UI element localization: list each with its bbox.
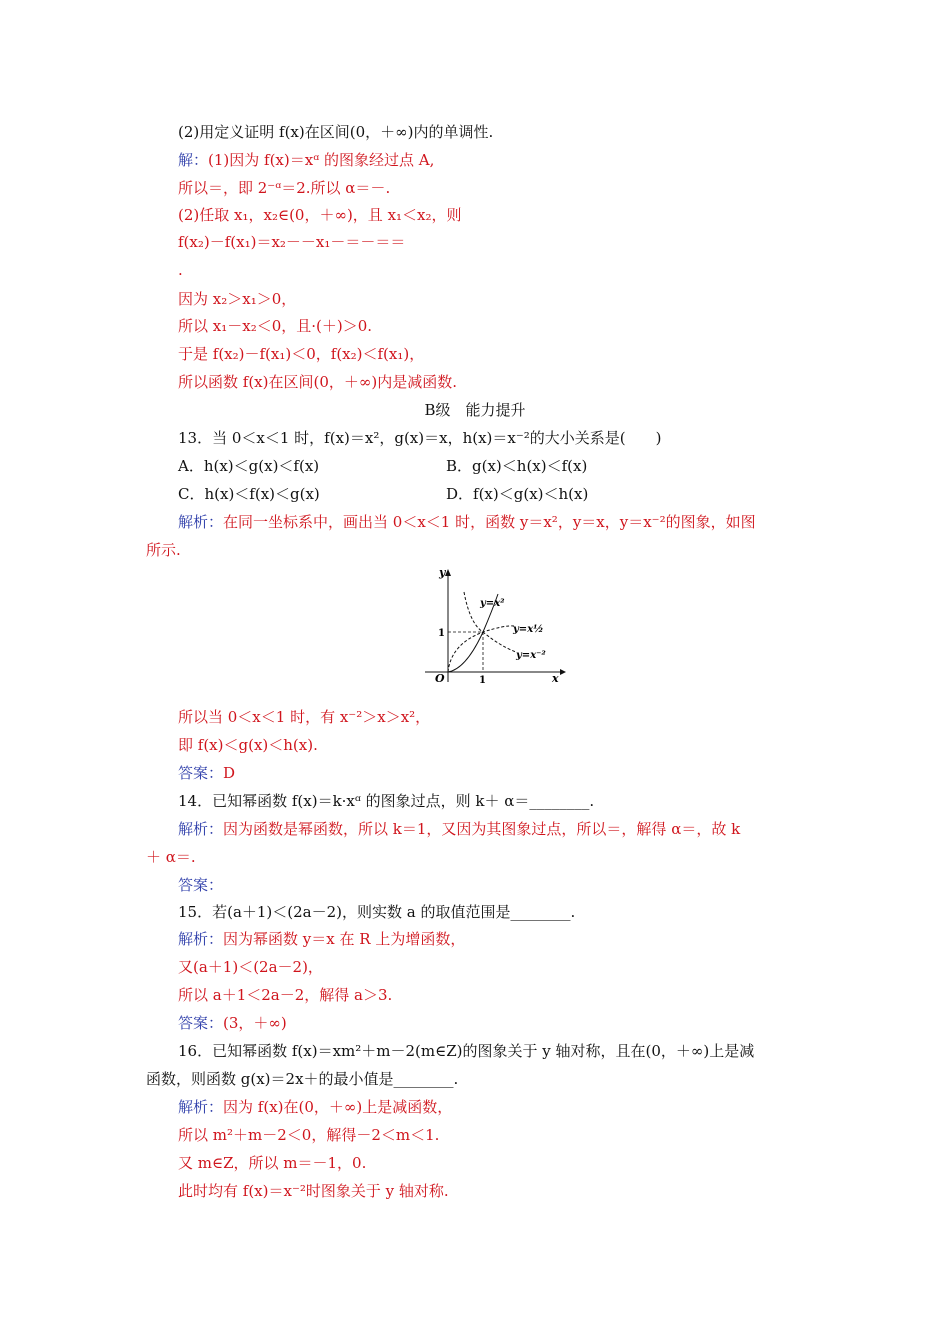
analysis-13-line1: 解析：在同一坐标系中，画出当 0＜x＜1 时，函数 y＝x²，y＝x，y＝x⁻²的图象，如图 (178, 513, 756, 531)
analysis-label: 解析： (178, 1098, 224, 1116)
analysis-14-line2: ＋ α＝. (146, 848, 196, 866)
solution-12-line2: 所以＝，即 2⁻ᵅ＝2.所以 α＝－. (178, 179, 391, 197)
x-axis-arrow (560, 669, 566, 675)
analysis-14-line1: 解析：因为函数是幂函数，所以 k＝1，又因为其图象过点，所以＝，解得 α＝，故 k (178, 820, 741, 838)
analysis-15-line3: 所以 a＋1＜2a－2，解得 a＞3. (178, 986, 393, 1004)
answer-13: 答案：D (178, 764, 236, 782)
y-tick-1: 1 (438, 628, 445, 639)
question-12-part2: (2)用定义证明 f(x)在区间(0，＋∞)内的单调性. (178, 123, 494, 141)
solution-12-line9: 所以函数 f(x)在区间(0，＋∞)内是减函数. (178, 373, 457, 391)
analysis-16-line1: 解析：因为 f(x)在(0，＋∞)上是减函数， (178, 1098, 453, 1116)
question-13: 13．当 0＜x＜1 时，f(x)＝x²，g(x)＝x，h(x)＝x⁻²的大小关系是( ) (178, 429, 662, 447)
solution-12-line3: (2)任取 x₁，x₂∈(0，＋∞)，且 x₁＜x₂，则 (178, 206, 462, 224)
analysis-13-line2: 所示. (146, 541, 181, 559)
solution-12-line6: 因为 x₂＞x₁＞0， (178, 290, 297, 308)
question-15: 15．若(a＋1)＜(2a－2)，则实数 a 的取值范围是________. (178, 903, 576, 921)
answer-label: 答案： (178, 764, 224, 782)
solution-label: 解： (178, 151, 209, 169)
option-d: D．f(x)＜g(x)＜h(x) (446, 485, 589, 503)
y-axis-label: y (439, 566, 446, 579)
answer-15: 答案：(3，＋∞) (178, 1014, 287, 1032)
option-a: A．h(x)＜g(x)＜f(x) (178, 457, 320, 475)
analysis-16-line3: 又 m∈Z，所以 m＝－1，0. (178, 1154, 367, 1172)
curve-label-x-squared: y=x² (480, 598, 505, 609)
analysis-13-line3: 所以当 0＜x＜1 时，有 x⁻²＞x＞x²， (178, 708, 431, 726)
option-b: B．g(x)＜h(x)＜f(x) (446, 457, 588, 475)
analysis-15-line1: 解析：因为幂函数 y＝x 在 R 上为增函数， (178, 930, 466, 948)
curve-label-x-neg2: y=x⁻² (516, 650, 546, 661)
section-heading: B级 能力提升 (424, 401, 526, 419)
y-axis-arrow (445, 569, 451, 576)
answer-14 (178, 875, 223, 895)
solution-12-line7: 所以 x₁－x₂＜0，且·(＋)＞0. (178, 317, 373, 335)
analysis-13-line4: 即 f(x)＜g(x)＜h(x). (178, 736, 318, 754)
analysis-label: 解析： (178, 513, 224, 531)
curve-label-x-half: y=x½ (513, 624, 544, 635)
question-16-line1: 16．已知幂函数 f(x)＝xm²＋m－2(m∈Z)的图象关于 y 轴对称，且在(0，＋∞)上是减 (178, 1042, 755, 1060)
answer-label: 答案： (178, 1014, 224, 1032)
solution-12-line1: 解：(1)因为 f(x)＝xᵅ 的图象经过点 A, (178, 151, 435, 169)
analysis-label: 解析： (178, 820, 224, 838)
analysis-label: 解析： (178, 930, 224, 948)
x-tick-1: 1 (479, 675, 486, 686)
solution-12-line5: . (178, 261, 183, 279)
analysis-16-line4: 此时均有 f(x)＝x⁻²时图象关于 y 轴对称. (178, 1182, 449, 1200)
power-function-graph (420, 566, 570, 686)
solution-12-line8: 于是 f(x₂)－f(x₁)＜0，f(x₂)＜f(x₁)， (178, 345, 425, 363)
curve-x-half (448, 626, 514, 672)
origin-label: O (435, 672, 445, 685)
option-c: C．h(x)＜f(x)＜g(x) (178, 485, 320, 503)
question-14: 14．已知幂函数 f(x)＝k·xᵅ 的图象过点，则 k＋ α＝________. (178, 792, 595, 810)
question-16-line2: 函数，则函数 g(x)＝2x＋的最小值是________. (146, 1070, 459, 1088)
analysis-15-line2: 又(a＋1)＜(2a－2)， (178, 958, 323, 976)
answer-label: 答案： (178, 876, 224, 894)
solution-12-line4: f(x₂)－f(x₁)＝x₂－－x₁－＝－＝＝ (178, 233, 406, 251)
x-axis-label: x (552, 672, 559, 685)
analysis-16-line2: 所以 m²＋m－2＜0，解得－2＜m＜1. (178, 1126, 440, 1144)
